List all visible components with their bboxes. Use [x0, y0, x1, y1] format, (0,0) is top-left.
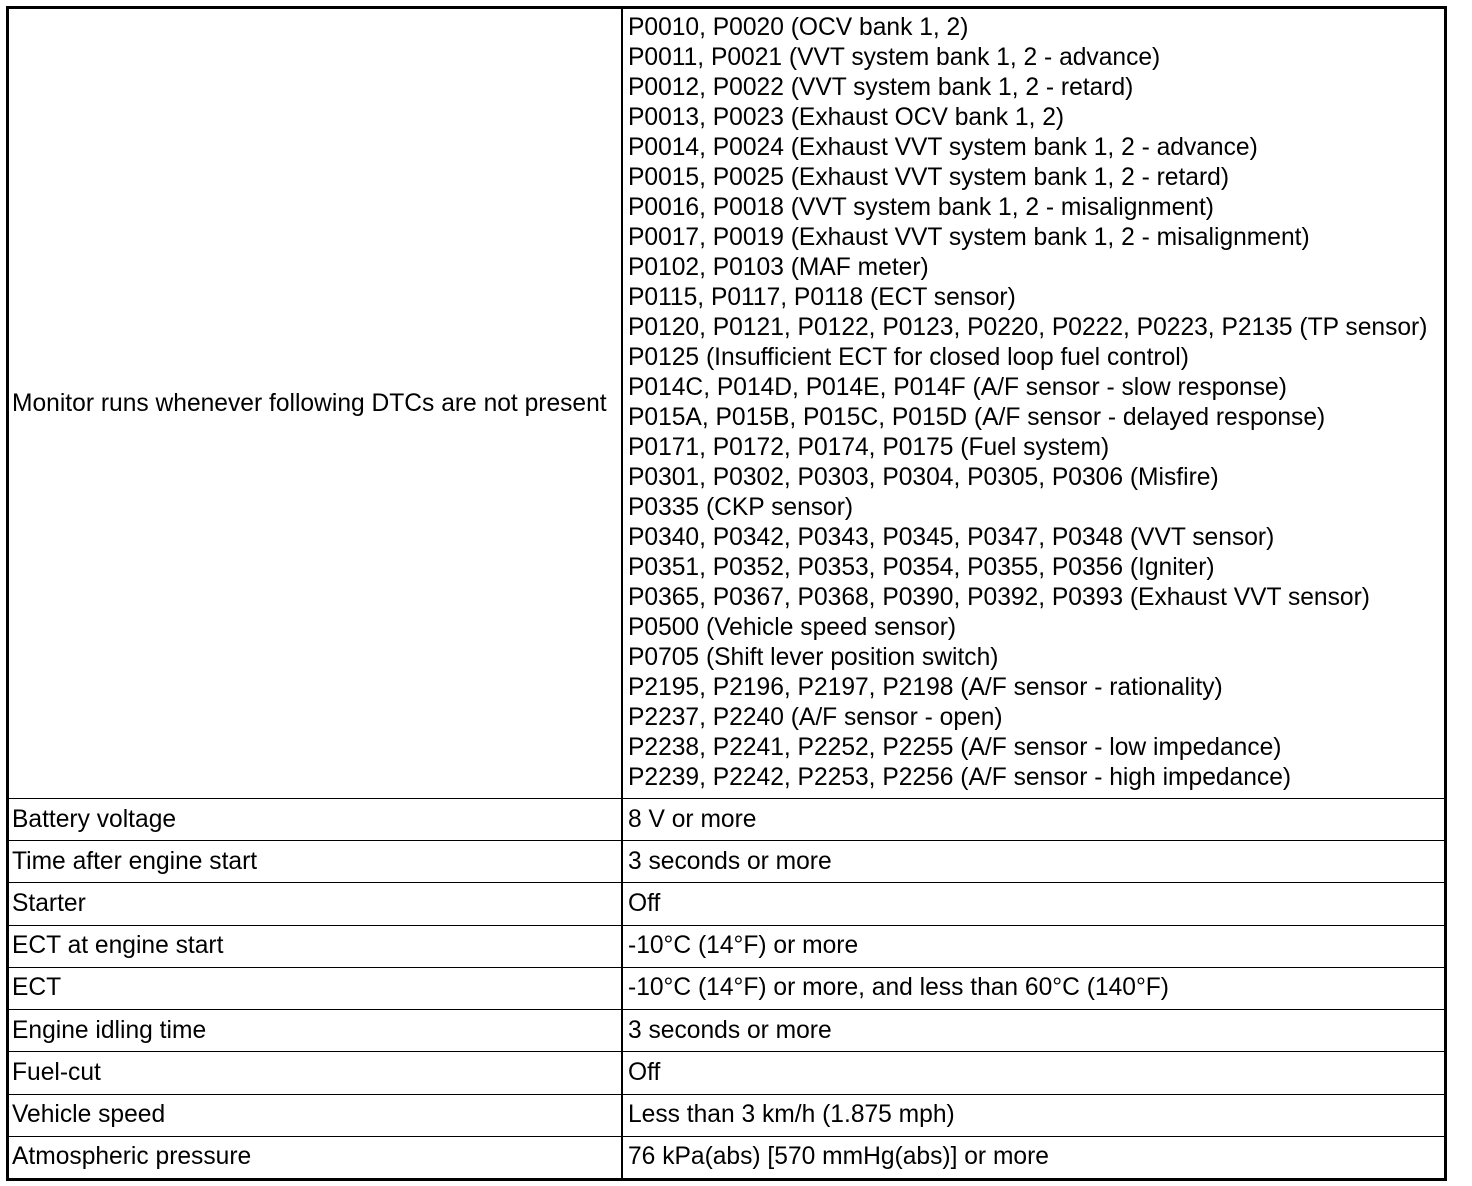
dtc-item: P0014, P0024 (Exhaust VVT system bank 1, 2 - advance)	[628, 134, 1258, 161]
table-row-dtc-conditions	[9, 9, 1444, 798]
table-row-fuel-cut	[9, 1051, 1444, 1093]
row-label: Battery voltage	[9, 799, 623, 840]
dtc-item: P2239, P2242, P2253, P2256 (A/F sensor - high impedance)	[628, 764, 1292, 791]
table-row-starter	[9, 882, 1444, 924]
dtc-item: P2195, P2196, P2197, P2198 (A/F sensor - rationality)	[628, 674, 1223, 701]
row-value: 3 seconds or more	[628, 847, 832, 875]
row-value: 76 kPa(abs) [570 mmHg(abs)] or more	[628, 1143, 1049, 1171]
row-label: Engine idling time	[9, 1010, 623, 1051]
row-value: 8 V or more	[628, 805, 757, 833]
dtc-item: P015A, P015B, P015C, P015D (A/F sensor - delayed response)	[628, 404, 1326, 431]
dtc-item: P0171, P0172, P0174, P0175 (Fuel system)	[628, 434, 1110, 461]
row-label: Fuel-cut	[9, 1052, 623, 1093]
dtc-item: P0012, P0022 (VVT system bank 1, 2 - retard)	[628, 74, 1134, 101]
table-row-time-after-engine-start	[9, 840, 1444, 882]
table-row-atmospheric-pressure	[9, 1136, 1444, 1178]
row-label: Monitor runs whenever following DTCs are not present	[9, 9, 623, 798]
dtc-item: P0017, P0019 (Exhaust VVT system bank 1, 2 - misalignment)	[628, 224, 1310, 251]
dtc-item: P0340, P0342, P0343, P0345, P0347, P0348 (VVT sensor)	[628, 524, 1275, 551]
dtc-item: P0011, P0021 (VVT system bank 1, 2 - advance)	[628, 44, 1161, 71]
dtc-item: P0705 (Shift lever position switch)	[628, 644, 999, 671]
dtc-item: P0125 (Insufficient ECT for closed loop fuel control)	[628, 344, 1189, 371]
row-label: Starter	[9, 883, 623, 924]
dtc-item: P0010, P0020 (OCV bank 1, 2)	[628, 14, 969, 41]
table-row-ect-at-engine-start	[9, 925, 1444, 967]
monitor-conditions-table	[6, 6, 1447, 1181]
dtc-item: P0016, P0018 (VVT system bank 1, 2 - misalignment)	[628, 194, 1214, 221]
table-row-battery-voltage	[9, 798, 1444, 840]
dtc-item: P014C, P014D, P014E, P014F (A/F sensor - slow response)	[628, 374, 1287, 401]
dtc-list	[623, 9, 1444, 798]
row-value: Off	[628, 1058, 661, 1086]
table-row-ect	[9, 967, 1444, 1009]
row-value: -10°C (14°F) or more, and less than 60°C (140°F)	[628, 974, 1169, 1002]
dtc-item: P0365, P0367, P0368, P0390, P0392, P0393 (Exhaust VVT sensor)	[628, 584, 1370, 611]
table-row-engine-idling-time	[9, 1009, 1444, 1051]
row-label: ECT at engine start	[9, 926, 623, 967]
table-row-vehicle-speed	[9, 1094, 1444, 1136]
row-value: 3 seconds or more	[628, 1016, 832, 1044]
dtc-item: P0335 (CKP sensor)	[628, 494, 854, 521]
dtc-item: P2238, P2241, P2252, P2255 (A/F sensor - low impedance)	[628, 734, 1282, 761]
dtc-item: P0015, P0025 (Exhaust VVT system bank 1, 2 - retard)	[628, 164, 1230, 191]
row-label: Time after engine start	[9, 841, 623, 882]
dtc-item: P0013, P0023 (Exhaust OCV bank 1, 2)	[628, 104, 1065, 131]
row-label: ECT	[9, 968, 623, 1009]
dtc-item: P0102, P0103 (MAF meter)	[628, 254, 929, 281]
row-value: Off	[628, 890, 661, 918]
row-label: Vehicle speed	[9, 1095, 623, 1136]
row-value: -10°C (14°F) or more	[628, 932, 859, 960]
row-label: Atmospheric pressure	[9, 1137, 623, 1178]
dtc-item: P0301, P0302, P0303, P0304, P0305, P0306 (Misfire)	[628, 464, 1219, 491]
dtc-item: P0351, P0352, P0353, P0354, P0355, P0356 (Igniter)	[628, 554, 1215, 581]
dtc-item: P0500 (Vehicle speed sensor)	[628, 614, 957, 641]
dtc-item: P0120, P0121, P0122, P0123, P0220, P0222, P0223, P2135 (TP sensor)	[628, 314, 1428, 341]
dtc-item: P2237, P2240 (A/F sensor - open)	[628, 704, 1003, 731]
dtc-item: P0115, P0117, P0118 (ECT sensor)	[628, 284, 1016, 311]
row-value: Less than 3 km/h (1.875 mph)	[628, 1101, 955, 1129]
